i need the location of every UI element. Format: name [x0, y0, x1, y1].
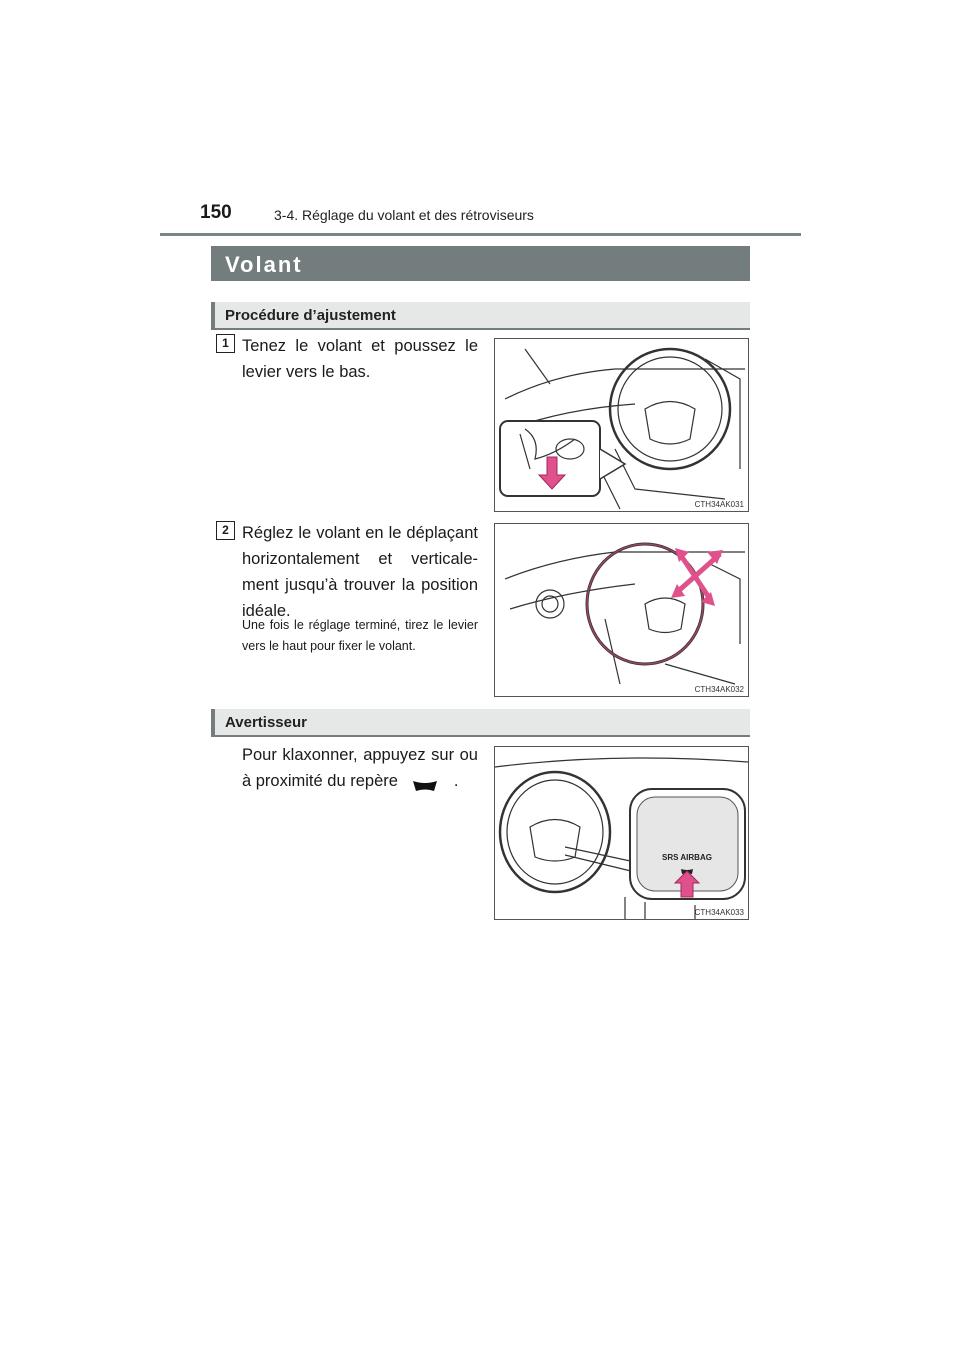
figure-code-1: CTH34AK031	[694, 500, 744, 509]
step-number-1: 1	[216, 334, 235, 353]
step-2-note: Une fois le réglage terminé, tirez le levier vers le haut pour fixer le volant.	[242, 618, 478, 653]
header-rule	[160, 233, 801, 236]
chapter-title: 3-4. Réglage du volant et des rétroviseurs	[274, 207, 534, 223]
section-title: Volant	[225, 252, 303, 277]
horn-text	[242, 742, 478, 794]
horn-icon	[412, 775, 438, 789]
figure-wheel-adjust	[494, 523, 749, 697]
horn-text-before: Pour klaxonner, appuyez sur ou à proximité du repère	[242, 746, 478, 790]
figure-code-2: CTH34AK032	[694, 685, 744, 694]
wheel-adjust-illustration	[495, 524, 748, 696]
step-1-text: Tenez le volant et poussez le levier vers le bas.	[242, 337, 478, 381]
figure-horn	[494, 746, 749, 920]
page-number: 150	[200, 202, 232, 223]
step-number-2: 2	[216, 521, 235, 540]
subsection-title-adjust: Procédure d’ajustement	[225, 307, 396, 324]
srs-airbag-label: SRS AIRBAG	[662, 853, 712, 862]
step-2-text: Réglez le volant en le déplaçant horizontalement et verticale-ment jusqu’à trouver la position idéale.	[242, 524, 478, 620]
figure-code-3: CTH34AK033	[694, 908, 744, 917]
figure-lever-down	[494, 338, 749, 512]
subsection-title-horn: Avertisseur	[225, 714, 307, 731]
lever-illustration	[495, 339, 748, 511]
horn-text-after: .	[453, 772, 459, 790]
horn-illustration	[495, 747, 748, 919]
